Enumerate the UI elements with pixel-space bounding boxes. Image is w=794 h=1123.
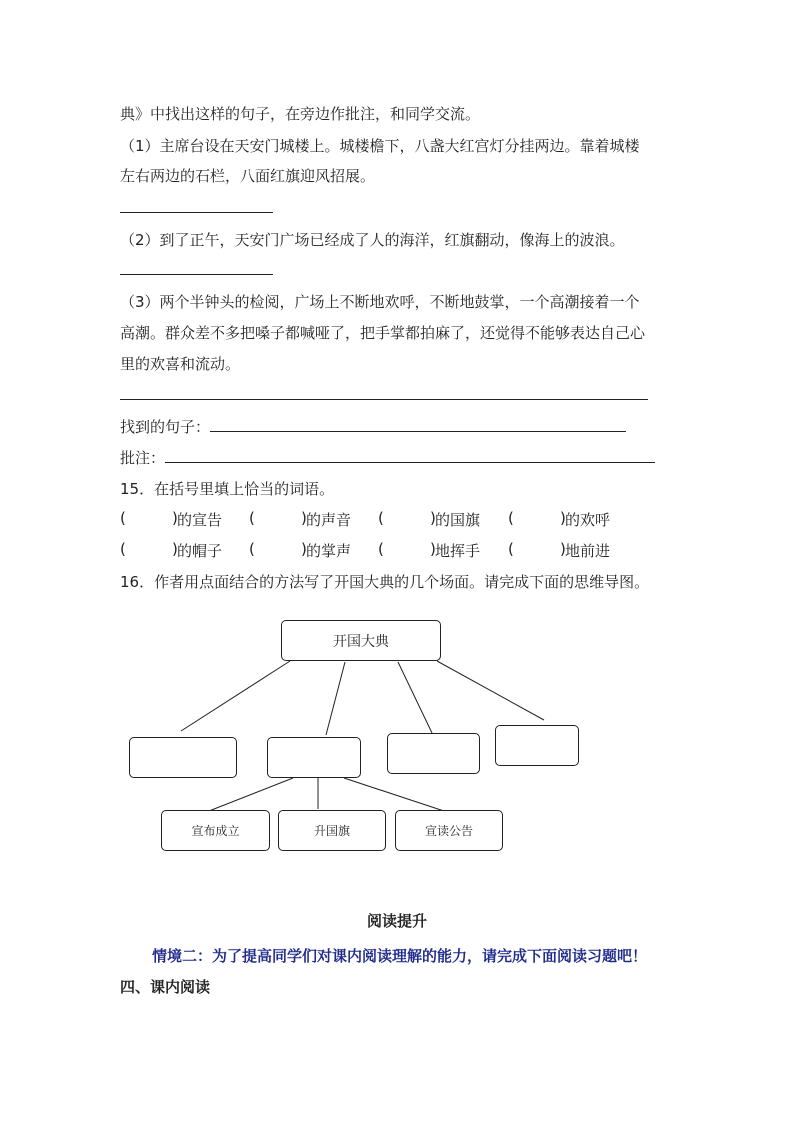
mind-map-leaf: 升国旗 xyxy=(278,810,386,851)
q15-word: 地前进 xyxy=(565,542,611,560)
q15-blank[interactable]: ) xyxy=(301,540,307,558)
sentence-2-line-1: （2）到了正午，天安门广场已经成了人的海洋，红旗翻动，像海上的波浪。 xyxy=(120,231,625,249)
q15-blank[interactable]: ( xyxy=(120,540,126,558)
q15-word: 地挥手 xyxy=(435,542,481,560)
q15-blank[interactable]: ( xyxy=(249,540,255,558)
q15-blank[interactable]: ) xyxy=(172,540,178,558)
sentence-3-line-3: 里的欢喜和流动。 xyxy=(120,355,241,373)
mind-map-blank-box[interactable] xyxy=(129,737,237,778)
sentence-3-line-2: 高潮。群众差不多把嗓子都喊哑了，把手掌都拍麻了，还觉得不能够表达自己心 xyxy=(120,324,646,342)
q16-title: 16．作者用点面结合的方法写了开国大典的几个场面。请完成下面的思维导图。 xyxy=(120,573,650,591)
q15-blank[interactable]: ( xyxy=(120,509,126,527)
q15-word: 的欢呼 xyxy=(565,511,611,529)
part-title: 四、课内阅读 xyxy=(120,978,211,996)
q15-blank[interactable]: ) xyxy=(301,509,307,527)
sentence-1-line-1: （1）主席台设在天安门城楼上。城楼檐下，八盏大红宫灯分挂两边。靠着城楼 xyxy=(120,137,640,155)
q15-word: 的声音 xyxy=(306,511,352,529)
mind-map-blank-box[interactable] xyxy=(387,733,480,774)
q15-word: 的帽子 xyxy=(177,542,223,560)
found-sentence-label: 找到的句子： xyxy=(120,418,211,436)
q15-blank[interactable]: ) xyxy=(560,509,566,527)
mind-map-blank-box[interactable] xyxy=(495,725,579,766)
sentence-1-line-2: 左右两边的石栏，八面红旗迎风招展。 xyxy=(120,167,376,185)
intro-text: 典》中找出这样的句子，在旁边作批注，和同学交流。 xyxy=(120,105,481,123)
section-heading: 阅读提升 xyxy=(366,912,427,930)
q15-blank[interactable]: ) xyxy=(172,509,178,527)
mind-map-blank-box[interactable] xyxy=(267,737,361,778)
q15-blank[interactable]: ( xyxy=(508,509,514,527)
q15-blank[interactable]: ( xyxy=(249,509,255,527)
q15-word: 的掌声 xyxy=(306,542,352,560)
annotation-label: 批注： xyxy=(120,449,166,467)
q15-blank[interactable]: ) xyxy=(430,540,436,558)
q15-blank[interactable]: ( xyxy=(378,540,384,558)
sentence-3-line-1: （3）两个半钟头的检阅，广场上不断地欢呼，不断地鼓掌，一个高潮接着一个 xyxy=(120,293,640,311)
q15-blank[interactable]: ) xyxy=(560,540,566,558)
mind-map-root: 开国大典 xyxy=(281,620,441,661)
q15-blank[interactable]: ( xyxy=(378,509,384,527)
q15-word: 的国旗 xyxy=(435,511,481,529)
q15-title: 15．在括号里填上恰当的词语。 xyxy=(120,480,335,498)
q15-word: 的宣告 xyxy=(177,511,223,529)
mind-map-leaf: 宣读公告 xyxy=(395,810,503,851)
q15-blank[interactable]: ) xyxy=(430,509,436,527)
situation-text: 情境二：为了提高同学们对课内阅读理解的能力，请完成下面阅读习题吧！ xyxy=(152,947,648,965)
q15-blank[interactable]: ( xyxy=(508,540,514,558)
mind-map-leaf: 宣布成立 xyxy=(161,810,270,851)
